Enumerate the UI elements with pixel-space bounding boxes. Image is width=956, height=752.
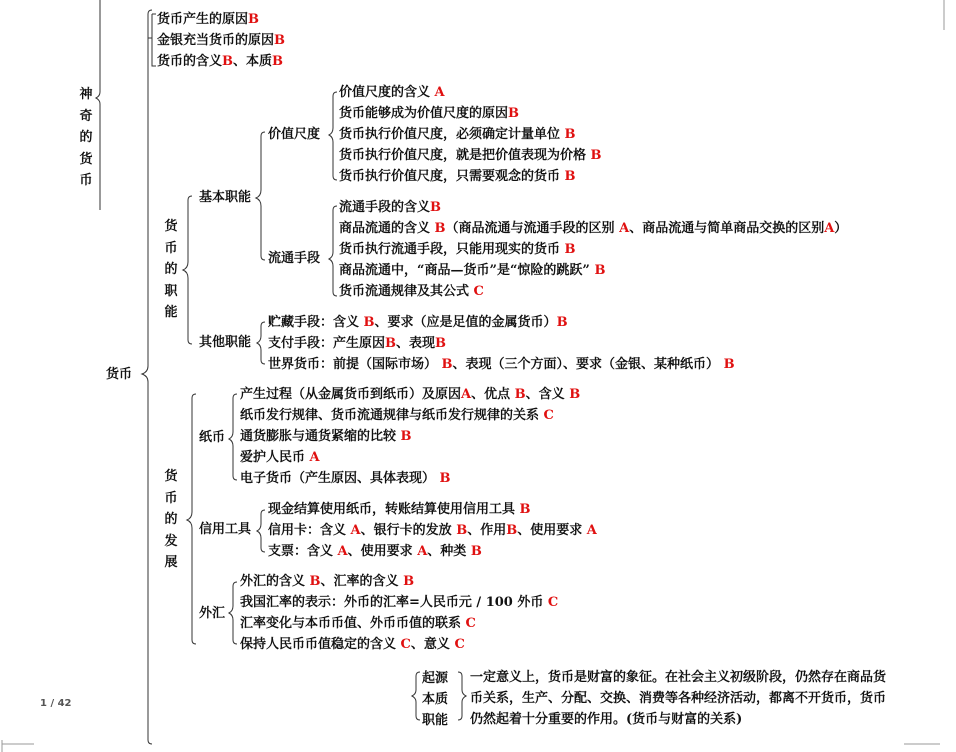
paper-item: 通货膨胀与通货紧缩的比较 B (240, 429, 412, 444)
measure-item: 价值尺度的含义 A (339, 85, 445, 100)
function-label: 货 币 的 职 能 (164, 219, 178, 320)
credit-item: 信用卡：含义 A、银行卡的发放 B、作用B、使用要求 A (268, 523, 597, 538)
measure-label: 价值尺度 (268, 127, 321, 142)
forex-item: 外汇的含义 B、汇率的含义 B (240, 574, 415, 589)
measure-item: 货币能够成为价值尺度的原因B (339, 106, 520, 121)
measure-item: 货币执行价值尺度，必须确定计量单位 B (339, 127, 576, 142)
basic-function-label: 基本职能 (199, 190, 252, 205)
root-label: 神 奇 的 货 币 (79, 87, 93, 188)
development-label: 货 币 的 发 展 (164, 469, 178, 570)
paper-item: 电子货币（产生原因、具体表现） B (240, 471, 451, 486)
circulation-item: 商品流通中，“商品—货币”是“惊险的跳跃” B (339, 263, 606, 278)
circulation-label: 流通手段 (268, 251, 321, 266)
credit-label: 信用工具 (199, 522, 252, 537)
paper-item: 纸币发行规律、货币流通规律与纸币发行规律的关系 C (240, 408, 554, 423)
circulation-item: 货币流通规律及其公式 C (339, 284, 484, 299)
forex-item: 我国汇率的表示：外币的汇率=人民币元 / 100 外币 C (240, 595, 559, 610)
credit-item: 现金结算使用纸币，转账结算使用信用工具 B (268, 502, 531, 517)
other-function-label: 其他职能 (199, 335, 252, 350)
huobi-label: 货币 (106, 367, 133, 382)
origin-item: 货币的含义B、本质B (157, 54, 284, 69)
forex-item: 保持人民币币值稳定的含义 C、意义 C (240, 637, 465, 652)
forex-label: 外汇 (199, 606, 226, 621)
paper-label: 纸币 (199, 430, 226, 445)
origin-item: 货币产生的原因B (157, 12, 260, 27)
circulation-item: 商品流通的含义 B（商品流通与流通手段的区别 A、商品流通与简单商品交换的区别A） (339, 221, 848, 236)
other-item: 贮藏手段：含义 B、要求（应是足值的金属货币）B (268, 315, 568, 330)
paper-item: 爱护人民币 A (240, 450, 320, 465)
wealth-paragraph: 一定意义上，货币是财富的象征。在社会主义初级阶段，仍然存在商品货币关系，生产、分配、交换、消费等各种经济活动，都离不开货币，货币仍然起着十分重要的作用。(货币与财富的关系) (470, 670, 887, 727)
forex-item: 汇率变化与本币币值、外币币值的联系 C (240, 616, 476, 631)
other-item: 世界货币：前提（国际市场） B、表现（三个方面）、要求（金银、某种纸币） B (268, 357, 735, 372)
other-item: 支付手段：产生原因B、表现B (268, 336, 447, 351)
measure-item: 货币执行价值尺度，就是把价值表现为价格 B (339, 148, 602, 163)
circulation-item: 流通手段的含义B (339, 200, 442, 215)
circulation-item: 货币执行流通手段，只能用现实的货币 B (339, 242, 576, 257)
wealth-labels: 起源 本质 职能 (422, 671, 449, 728)
page-number: 1 / 42 (40, 698, 72, 709)
origin-item: 金银充当货币的原因B (157, 33, 286, 48)
paper-item: 产生过程（从金属货币到纸币）及原因A、优点 B、含义 B (240, 387, 581, 402)
credit-item: 支票：含义 A、使用要求 A、种类 B (268, 544, 482, 559)
measure-item: 货币执行价值尺度，只需要观念的货币 B (339, 169, 576, 184)
